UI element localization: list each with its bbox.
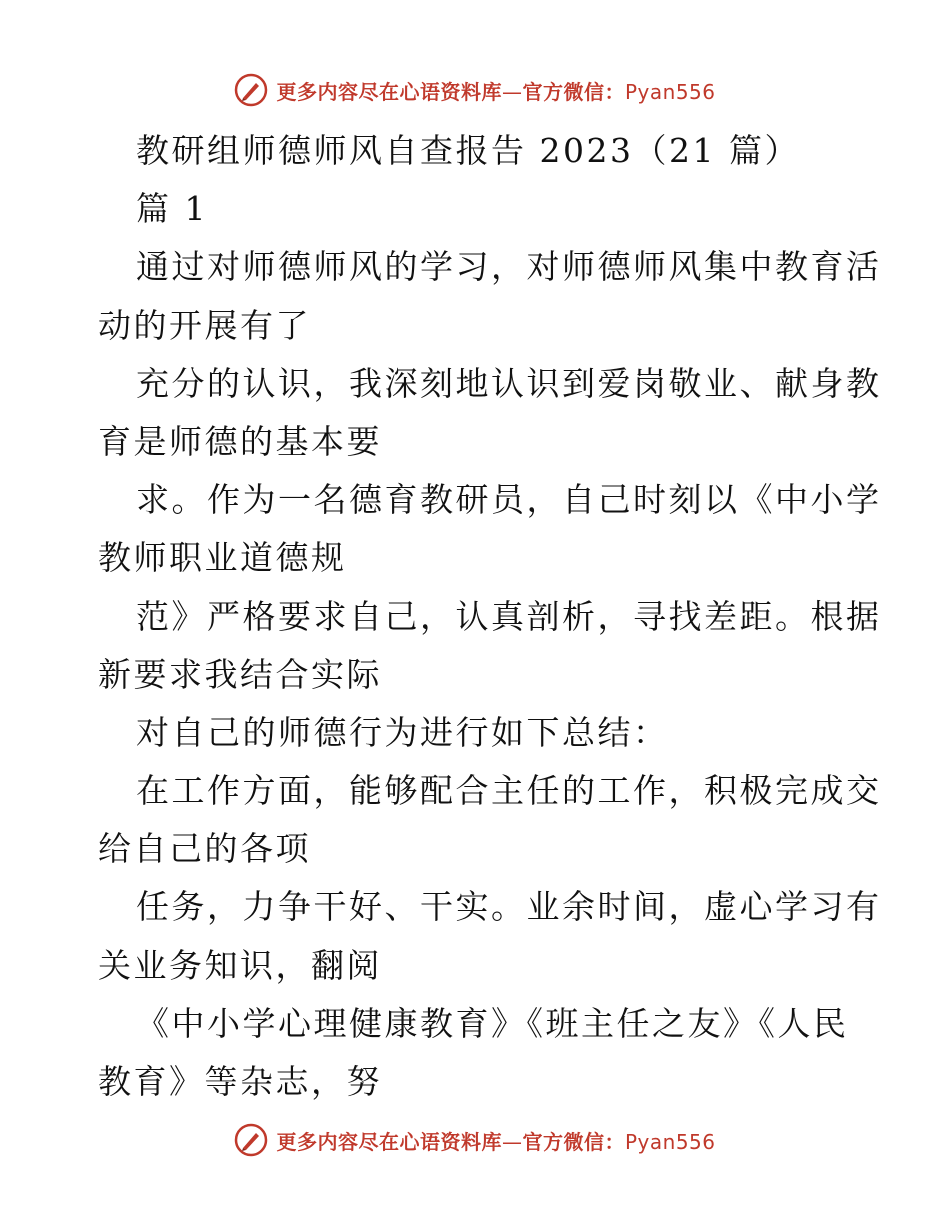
paragraph-line: 关业务知识，翻阅 bbox=[98, 945, 382, 985]
paragraph-line: 《中小学心理健康教育》《班主任之友》《人民 bbox=[136, 1003, 849, 1043]
paragraph-line: 教师职业道德规 bbox=[98, 538, 347, 578]
paragraph-line: 通过对师德师风的学习，对师德师风集中教育活 bbox=[136, 247, 882, 287]
paragraph-line: 新要求我结合实际 bbox=[98, 654, 382, 694]
paragraph-line: 充分的认识，我深刻地认识到爱岗敬业、献身教 bbox=[136, 363, 882, 403]
paragraph-line: 求。作为一名德育教研员，自己时刻以《中小学 bbox=[136, 480, 882, 520]
paragraph-line: 育是师德的基本要 bbox=[98, 421, 382, 461]
paragraph-line: 教育》等杂志，努 bbox=[98, 1062, 382, 1101]
pen-logo-icon bbox=[234, 1123, 268, 1157]
footer-watermark bbox=[0, 1118, 950, 1162]
paragraph-line: 范》严格要求自己，认真剖析，寻找差距。根据 bbox=[136, 596, 882, 636]
watermark-text: 更多内容尽在心语资料库—官方微信：Pyan556 bbox=[276, 79, 716, 104]
paragraph-line: 任务，力争干好、干实。业余时间，虚心学习有 bbox=[136, 887, 882, 927]
paragraph-line: 给自己的各项 bbox=[98, 829, 311, 869]
document-title: 教研组师德师风自查报告 2023（21 篇） bbox=[136, 131, 800, 170]
document-body bbox=[98, 122, 882, 1111]
paragraph-line: 动的开展有了 bbox=[98, 305, 311, 345]
section-heading: 篇 1 bbox=[136, 189, 208, 229]
header-watermark bbox=[0, 68, 950, 112]
watermark-text: 更多内容尽在心语资料库—官方微信：Pyan556 bbox=[276, 1129, 716, 1154]
paragraph-line: 对自己的师德行为进行如下总结： bbox=[136, 712, 669, 752]
pen-logo-icon bbox=[234, 73, 268, 107]
paragraph-line: 在工作方面，能够配合主任的工作，积极完成交 bbox=[136, 771, 882, 811]
